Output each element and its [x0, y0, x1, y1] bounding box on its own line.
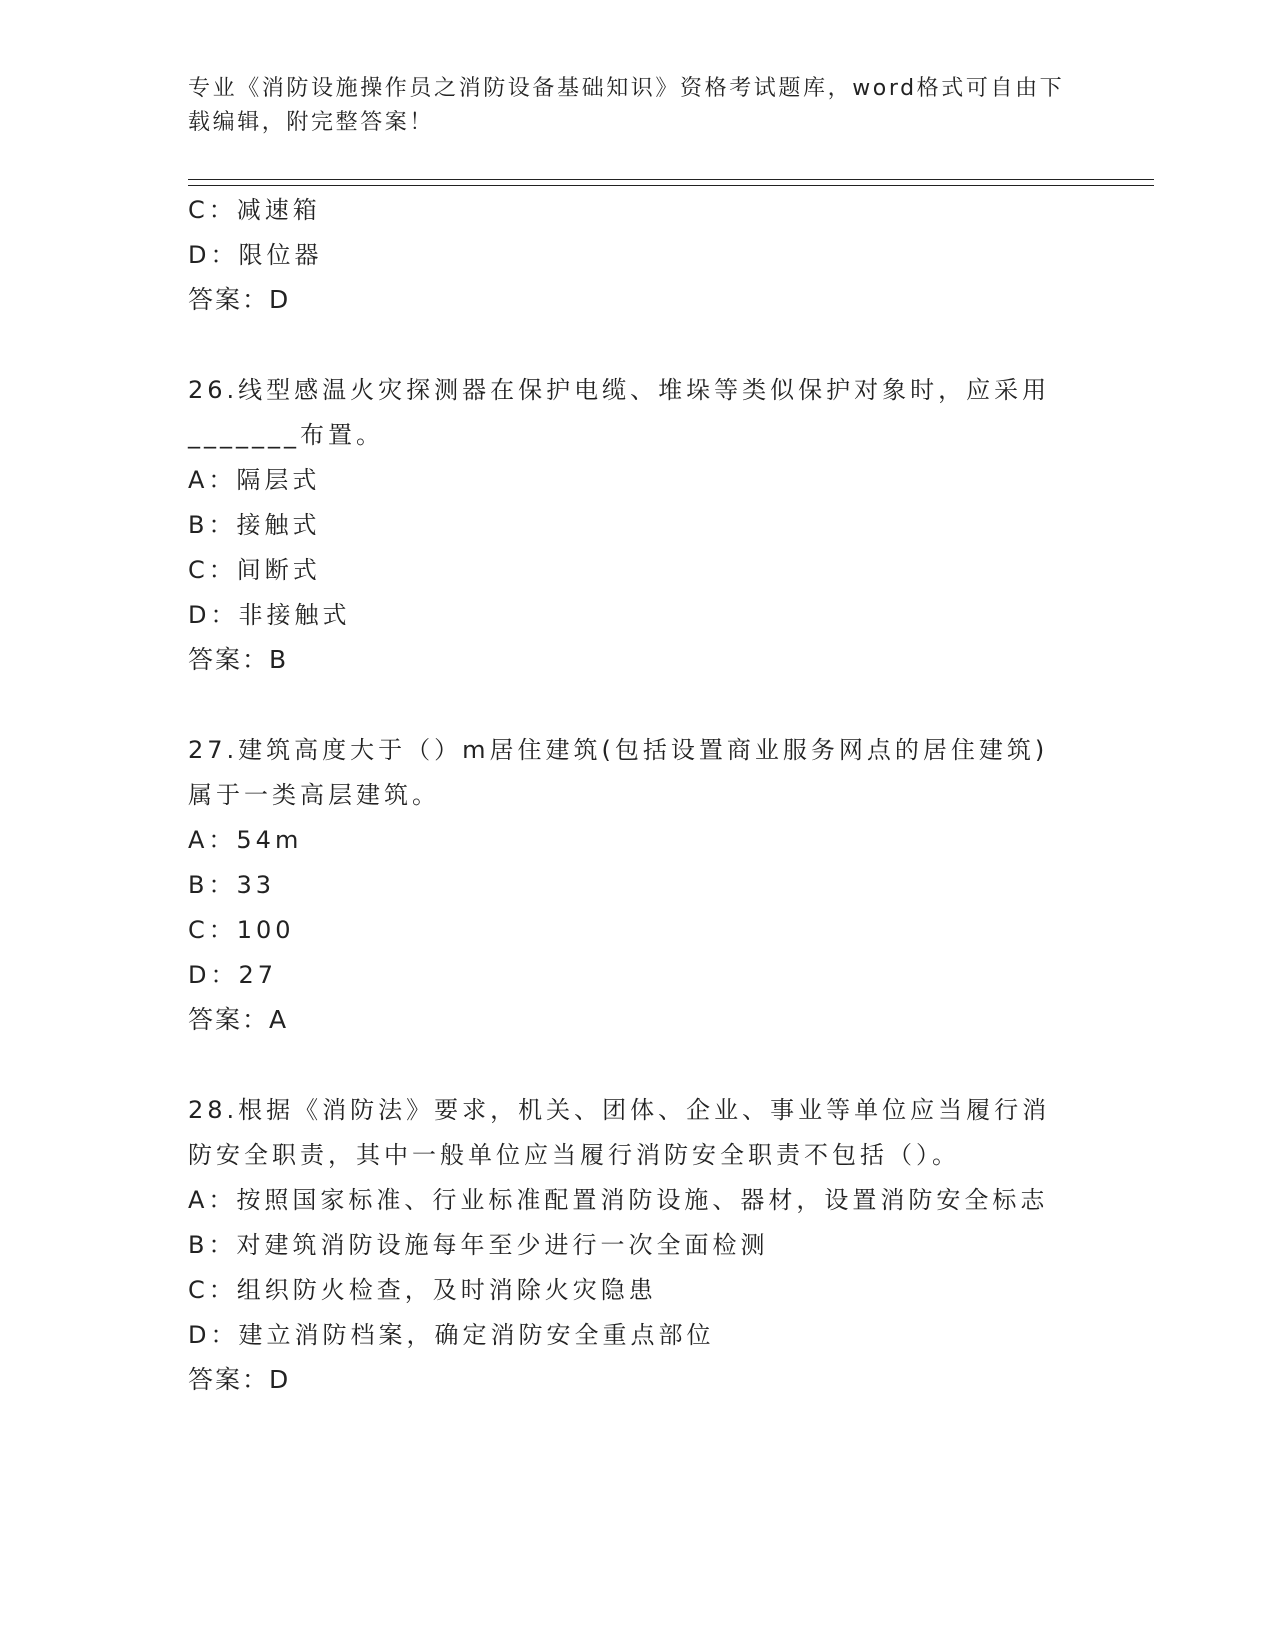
q28-option-a: A：按照国家标准、行业标准配置消防设施、器材，设置消防安全标志 [188, 1186, 1049, 1214]
q25-option-c: C：减速箱 [188, 196, 321, 224]
q26-stem-line-1: 26.线型感温火灾探测器在保护电缆、堆垛等类似保护对象时，应采用 [188, 376, 1051, 404]
q25-answer: 答案：D [188, 285, 291, 314]
header-line-1: 专业《消防设施操作员之消防设备基础知识》资格考试题库，word格式可自由下 [188, 76, 1065, 101]
q28-option-d: D：建立消防档案，确定消防安全重点部位 [188, 1321, 715, 1349]
q27-stem-line-1: 27.建筑高度大于（）m居住建筑(包括设置商业服务网点的居住建筑) [188, 736, 1049, 764]
q28-answer: 答案：D [188, 1365, 291, 1394]
header-line-2: 载编辑，附完整答案！ [188, 110, 435, 135]
q25-option-d: D：限位器 [188, 241, 323, 269]
q26-option-c: C：间断式 [188, 556, 321, 584]
q27-stem-line-2: 属于一类高层建筑。 [188, 781, 440, 809]
q28-option-c: C：组织防火检查，及时消除火灾隐患 [188, 1276, 657, 1304]
q28-stem-line-1: 28.根据《消防法》要求，机关、团体、企业、事业等单位应当履行消 [188, 1096, 1051, 1124]
q28-stem-line-2: 防安全职责，其中一般单位应当履行消防安全职责不包括（）。 [188, 1141, 960, 1169]
q27-answer: 答案：A [188, 1005, 289, 1034]
q27-option-a: A：54m [188, 826, 303, 854]
q26-option-a: A：隔层式 [188, 466, 321, 494]
q26-answer: 答案：B [188, 645, 289, 674]
header-divider-top [188, 179, 1154, 180]
q26-stem-line-2: _______布置。 [188, 421, 384, 449]
q27-option-b: B：33 [188, 871, 276, 899]
header-divider-bottom [188, 185, 1154, 186]
q26-option-d: D：非接触式 [188, 601, 351, 629]
q26-option-b: B：接触式 [188, 511, 321, 539]
q27-option-d: D：27 [188, 961, 278, 989]
document-header [188, 72, 1068, 140]
q27-option-c: C：100 [188, 916, 295, 944]
q28-option-b: B：对建筑消防设施每年至少进行一次全面检测 [188, 1231, 769, 1259]
